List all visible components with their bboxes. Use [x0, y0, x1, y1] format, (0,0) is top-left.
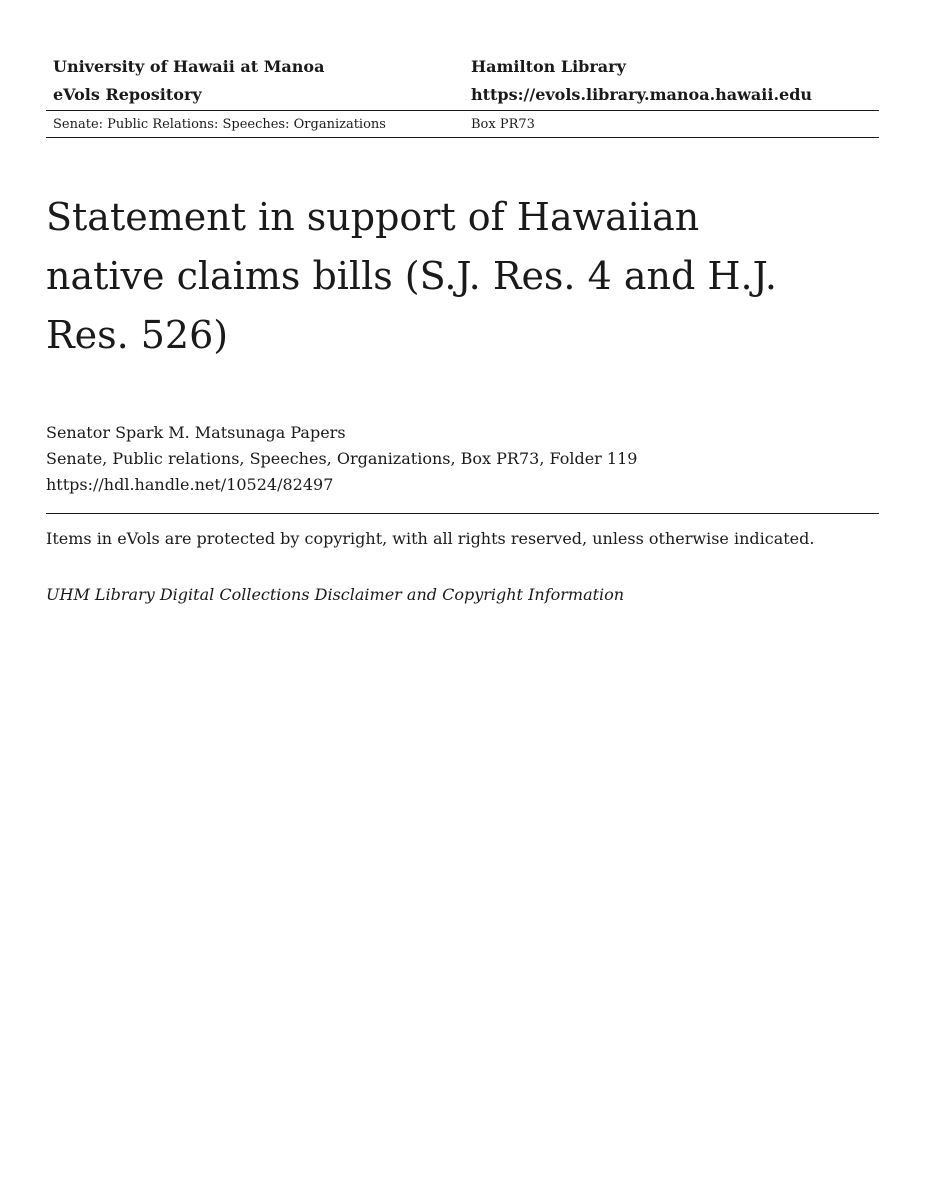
- repository-name: eVols Repository: [53, 84, 202, 104]
- collection-name: Senator Spark M. Matsunaga Papers: [46, 423, 346, 442]
- library-name: Hamilton Library: [471, 56, 626, 76]
- box-label: Box PR73: [471, 116, 535, 132]
- header-subrow: [46, 111, 879, 138]
- footer-divider: [46, 513, 879, 514]
- rights-statement: Items in eVols are protected by copyright, with all rights reserved, unless otherwise indicated.: [46, 529, 815, 548]
- document-metadata: [46, 420, 637, 498]
- header-row-1: [46, 52, 879, 80]
- collection-path: Senate: Public Relations: Speeches: Organizations: [53, 116, 386, 132]
- document-header: [46, 52, 879, 138]
- institution-name: University of Hawaii at Manoa: [53, 56, 325, 76]
- header-row-2: [46, 80, 879, 108]
- handle-link[interactable]: https://hdl.handle.net/10524/82497: [46, 475, 334, 494]
- document-title: Statement in support of Hawaiian native claims bills (S.J. Res. 4 and H.J. Res. 526): [46, 195, 777, 357]
- repository-url-link[interactable]: https://evols.library.manoa.hawaii.edu: [471, 84, 813, 104]
- folder-location: Senate, Public relations, Speeches, Organizations, Box PR73, Folder 119: [46, 449, 638, 468]
- disclaimer-link[interactable]: UHM Library Digital Collections Disclaimer and Copyright Information: [46, 585, 625, 604]
